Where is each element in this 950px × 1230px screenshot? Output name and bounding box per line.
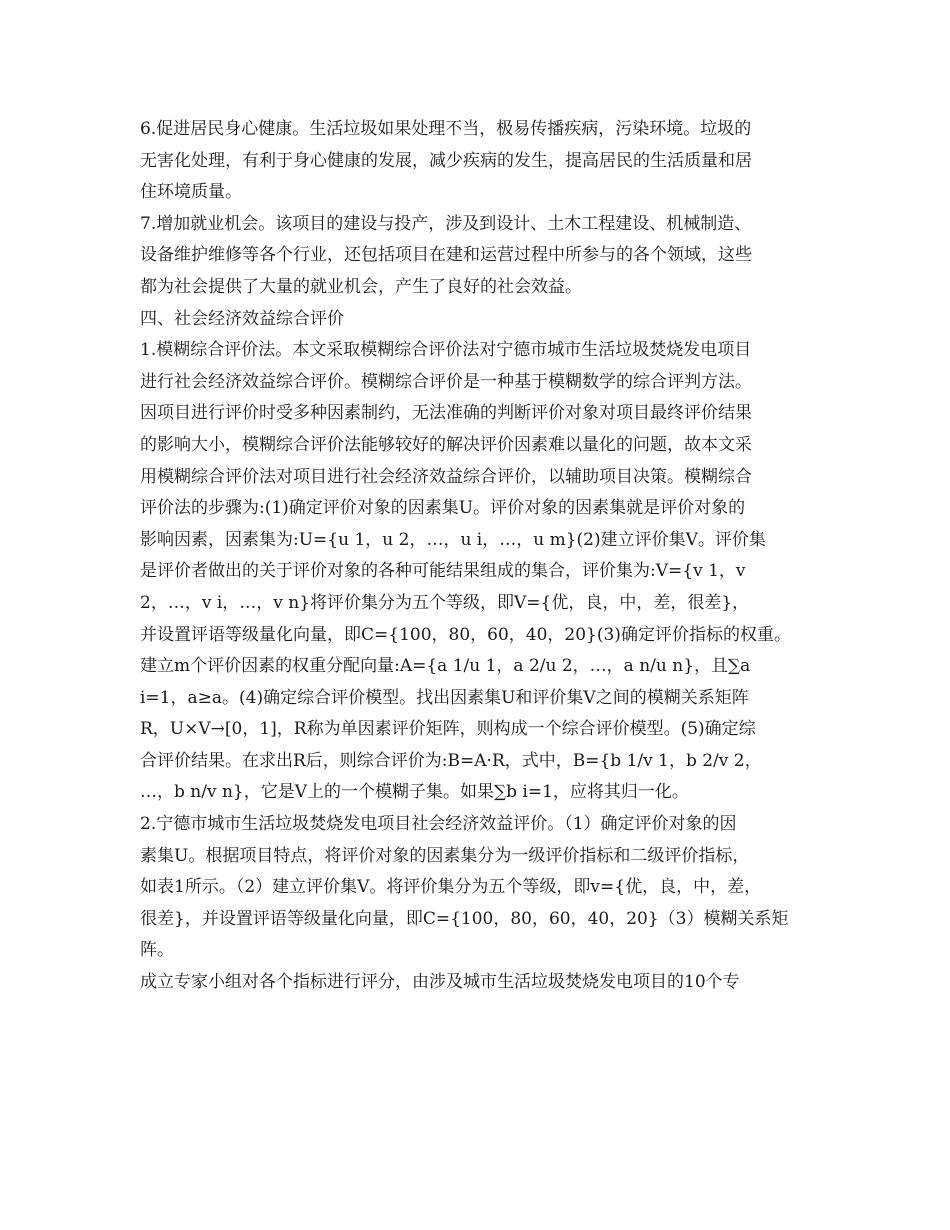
text-line: 成立专家小组对各个指标进行评分，由涉及城市生活垃圾焚烧发电项目的10个专 bbox=[140, 972, 740, 993]
text-line: 是评价者做出的关于评价对象的各种可能结果组成的集合，评价集为:V={v 1，v bbox=[140, 561, 746, 582]
text-line: i=1，a≥a。(4)确定综合评价模型。找出因素集U和评价集V之间的模糊关系矩阵 bbox=[140, 687, 749, 708]
text-line: 合评价结果。在求出R后，则综合评价为:B=A·R，式中，B={b 1/v 1，b 2/v 2， bbox=[140, 750, 762, 771]
text-line: …，b n/v n}，它是V上的一个模糊子集。如果∑b i=1，应将其归一化。 bbox=[140, 782, 689, 803]
text-line: 7.增加就业机会。该项目的建设与投产，涉及到设计、土木工程建设、机械制造、 bbox=[140, 213, 752, 234]
text-line: 住环境质量。 bbox=[140, 182, 242, 203]
text-line: 并设置评语等级量化向量，即C={100，80，60，40，20}(3)确定评价指标的权重。 bbox=[140, 624, 791, 645]
text-line: 素集U。根据项目特点，将评价对象的因素集分为一级评价指标和二级评价指标， bbox=[140, 845, 750, 866]
text-line: 都为社会提供了大量的就业机会，产生了良好的社会效益。 bbox=[140, 276, 582, 297]
text-line: 无害化处理，有利于身心健康的发展，减少疾病的发生，提高居民的生活质量和居 bbox=[140, 150, 752, 171]
text-line: 评价法的步骤为:(1)确定评价对象的因素集U。评价对象的因素集就是评价对象的 bbox=[140, 498, 746, 519]
text-line: 6.促进居民身心健康。生活垃圾如果处理不当，极易传播疾病，污染环境。垃圾的 bbox=[140, 119, 752, 139]
text-line: 因项目进行评价时受多种因素制约，无法准确的判断评价对象对项目最终评价结果 bbox=[140, 403, 752, 424]
text-line: 用模糊综合评价法对项目进行社会经济效益综合评价，以辅助项目决策。模糊综合 bbox=[140, 466, 752, 487]
section-heading: 四、社会经济效益综合评价 bbox=[140, 308, 344, 329]
text-line: 建立m个评价因素的权重分配向量:A={a 1/u 1，a 2/u 2，…，a n/u n}，且∑a bbox=[140, 656, 751, 677]
text-line: 的影响大小，模糊综合评价法能够较好的解决评价因素难以量化的问题，故本文采 bbox=[140, 434, 752, 455]
text-line: 影响因素，因素集为:U={u 1，u 2，…，u i，…，u m}(2)建立评价集V。评价集 bbox=[140, 529, 766, 550]
text-line: 1.模糊综合评价法。本文采取模糊综合评价法对宁德市城市生活垃圾焚烧发电项目 bbox=[140, 340, 752, 361]
text-line: 如表1所示。（2）建立评价集V。将评价集分为五个等级，即v={优，良，中，差， bbox=[140, 877, 762, 898]
text-line: 很差}，并设置评语等级量化向量，即C={100，80，60，40，20}（3）模糊关系矩 bbox=[140, 908, 789, 929]
text-line: 进行社会经济效益综合评价。模糊综合评价是一种基于模糊数学的综合评判方法。 bbox=[140, 371, 752, 392]
text-line: R，U×V→[0，1]，R称为单因素评价矩阵，则构成一个综合评价模型。(5)确定综 bbox=[140, 719, 756, 740]
body-text bbox=[140, 114, 828, 999]
text-line: 阵。 bbox=[140, 940, 174, 961]
text-line: 2.宁德市城市生活垃圾焚烧发电项目社会经济效益评价。（1）确定评价对象的因 bbox=[140, 814, 737, 835]
text-line: 2，…，v i，…，v n}将评价集分为五个等级，即V={优，良，中，差，很差}， bbox=[140, 592, 750, 613]
text-line: 设备维护维修等各个行业，还包括项目在建和运营过程中所参与的各个领域，这些 bbox=[140, 245, 752, 266]
